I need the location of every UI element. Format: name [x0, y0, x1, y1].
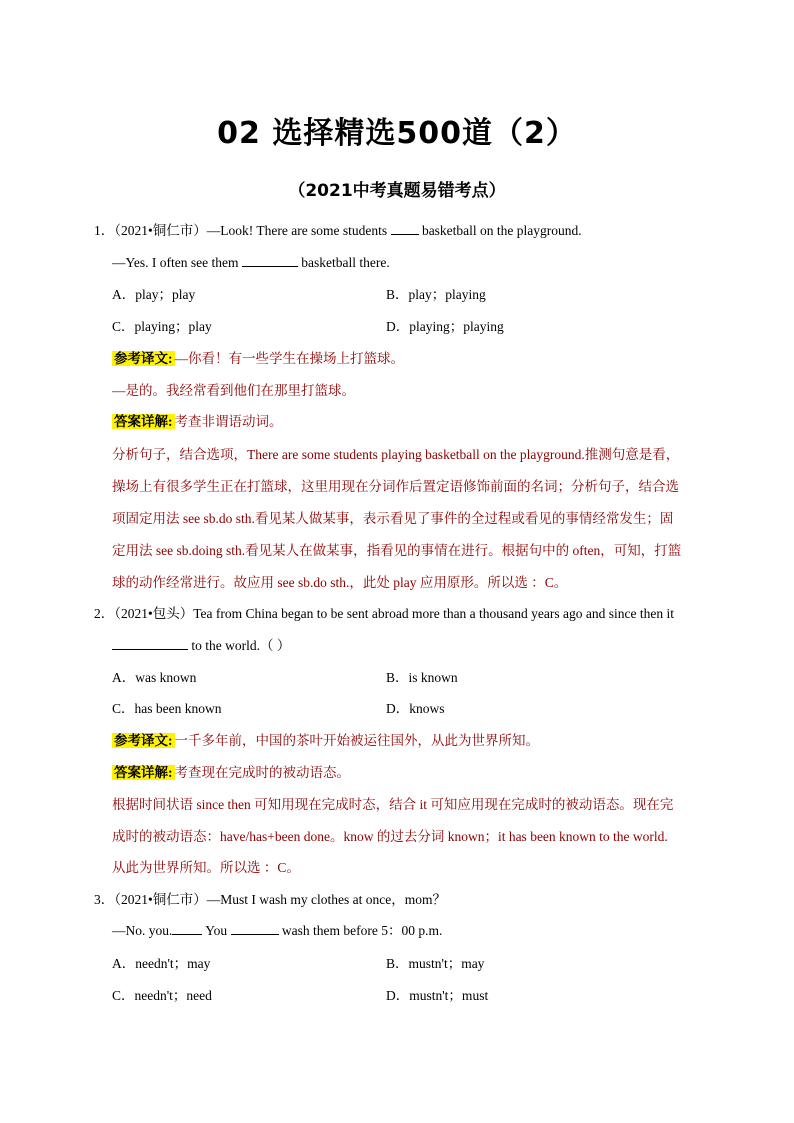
question-2-stem: 2．（2021•包头）Tea from China began to be sent abroad more than a thousand years ago and since then it: [94, 606, 674, 621]
reference-translation-line2: —是的。我经常看到他们在那里打篮球。: [112, 383, 355, 398]
option-d[interactable]: D．knows: [386, 701, 445, 716]
explanation-line: 定用法 see sb.doing sth.看见某人在做某事，指看见的事情在进行。根据句中的 often，可知，打篮: [112, 543, 682, 558]
answer-blank: [172, 922, 202, 935]
question-3-stem: 3．（2021•铜仁市）—Must I wash my clothes at once，mom？: [94, 892, 446, 907]
reference-translation: 参考译文: 一千多年前，中国的茶叶开始被运往国外，从此为世界所知。: [114, 733, 539, 748]
question-1-stem: 1．（2021•铜仁市）—Look! There are some students basketball on the playground.: [94, 223, 582, 238]
explanation-line: 成时的被动语态：have/has+been done。know 的过去分词 known；it has been known to the world.: [112, 829, 668, 844]
explanation-line: 从此为世界所知。所以选 ：C。: [112, 860, 300, 875]
question-2-line2: to the world.（ ）: [112, 637, 290, 655]
option-b[interactable]: B．play；playing: [386, 287, 486, 302]
reference-label: 参考译文:: [114, 733, 173, 748]
answer-label: 答案详解:: [114, 765, 173, 780]
answer-blank: [231, 922, 279, 935]
reference-label: 参考译文:: [114, 351, 173, 366]
option-c[interactable]: C．playing；play: [112, 319, 212, 334]
question-3-line2: —No. you. You wash them before 5：00 p.m.: [112, 923, 443, 938]
answer-label: 答案详解:: [114, 414, 173, 429]
answer-blank: [242, 254, 298, 267]
reference-translation: 参考译文: —你看！有一些学生在操场上打篮球。: [114, 351, 404, 366]
answer-explanation: 答案详解: 考查非谓语动词。: [114, 414, 283, 429]
option-d[interactable]: D．playing；playing: [386, 319, 504, 334]
option-b[interactable]: B．is known: [386, 670, 458, 685]
explanation-line: 项固定用法 see sb.do sth.看见某人做某事，表示看见了事件的全过程或看见的事情经常发生；固: [112, 511, 674, 526]
option-d[interactable]: D．mustn't；must: [386, 988, 489, 1003]
answer-explanation: 答案详解: 考查现在完成时的被动语态。: [114, 765, 350, 780]
option-a[interactable]: A．was known: [112, 670, 197, 685]
explanation-line: 根据时间状语 since then 可知用现在完成时态，结合 it 可知应用现在完成时的被动语态。现在完: [112, 797, 674, 812]
option-c[interactable]: C．has been known: [112, 701, 222, 716]
page-subtitle: （2021中考真题易错考点）: [288, 181, 506, 201]
option-b[interactable]: B．mustn't；may: [386, 956, 485, 971]
answer-blank: [112, 637, 188, 650]
option-a[interactable]: A．play；play: [112, 287, 196, 302]
option-a[interactable]: A．needn't；may: [112, 956, 211, 971]
page-title: 02 选择精选500道（2）: [217, 116, 577, 151]
explanation-line: 分析句子，结合选项，There are some students playing basketball on the playground.推测句意是看，: [112, 447, 680, 462]
option-c[interactable]: C．needn't；need: [112, 988, 212, 1003]
question-1-line2: —Yes. I often see them basketball there.: [112, 255, 390, 270]
answer-blank: [391, 222, 419, 235]
explanation-line: 操场上有很多学生正在打篮球，这里用现在分词作后置定语修饰前面的名词；分析句子，结合选: [112, 479, 679, 494]
explanation-line: 球的动作经常进行。故应用 see sb.do sth.，此处 play 应用原形。所以选 ：C。: [112, 575, 568, 590]
